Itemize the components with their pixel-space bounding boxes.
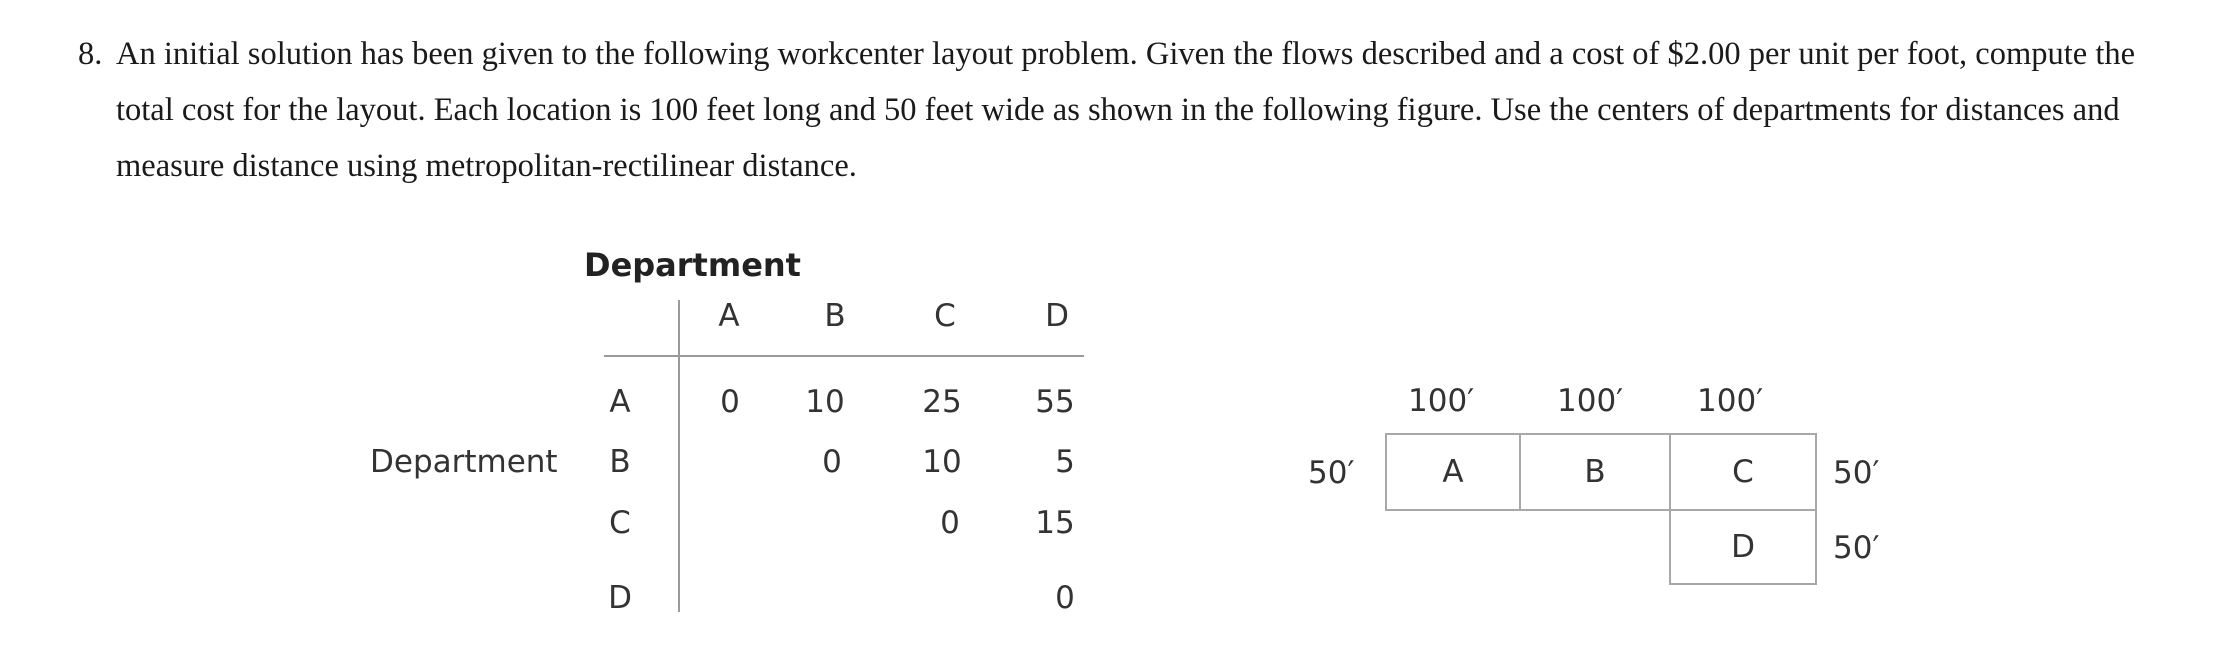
table-vertical-rule <box>678 300 680 612</box>
dim-top-2: 100′ <box>1557 383 1624 419</box>
dim-left: 50′ <box>1308 455 1355 491</box>
problem-text: An initial solution has been given to the following workcenter layout problem. Given the flows described and a cost of $2.00 per unit per foot, compute the total cost for the layout. Each location is 100 feet long and 50 feet wide as shown in the following figure. Use the centers of departments for distances and measure distance using metropolitan-rectilinear distance. <box>116 36 2136 184</box>
layout-cell-a: A <box>1385 433 1521 511</box>
cell-b-b: 0 <box>822 444 842 480</box>
layout-cell-d: D <box>1669 509 1817 585</box>
cell-a-b: 10 <box>805 384 845 420</box>
row-label-b: B <box>609 444 631 480</box>
cell-a-d: 55 <box>1035 384 1075 420</box>
layout-cell-b: B <box>1519 433 1671 511</box>
dim-top-3: 100′ <box>1697 383 1764 419</box>
dim-right-1: 50′ <box>1833 455 1880 491</box>
row-label-c: C <box>609 505 631 541</box>
col-header-c: C <box>934 298 956 334</box>
problem-number: 8. <box>78 36 103 72</box>
row-heading: Department <box>370 444 558 480</box>
layout-cell-c: C <box>1669 433 1817 511</box>
row-label-d: D <box>608 580 632 616</box>
col-header-b: B <box>824 298 846 334</box>
cell-c-c: 0 <box>940 505 960 541</box>
table-horizontal-rule <box>604 355 1084 357</box>
cell-d-d: 0 <box>1055 580 1075 616</box>
cell-c-d: 15 <box>1035 505 1075 541</box>
row-label-a: A <box>609 384 631 420</box>
cell-b-d: 5 <box>1055 444 1075 480</box>
cell-a-c: 25 <box>922 384 962 420</box>
problem-statement <box>78 26 2178 194</box>
col-header-a: A <box>718 298 740 334</box>
cell-b-c: 10 <box>922 444 962 480</box>
col-header-d: D <box>1045 298 1069 334</box>
dim-top-1: 100′ <box>1408 383 1475 419</box>
column-heading: Department <box>584 246 801 284</box>
cell-a-a: 0 <box>720 384 740 420</box>
dim-right-2: 50′ <box>1833 530 1880 566</box>
